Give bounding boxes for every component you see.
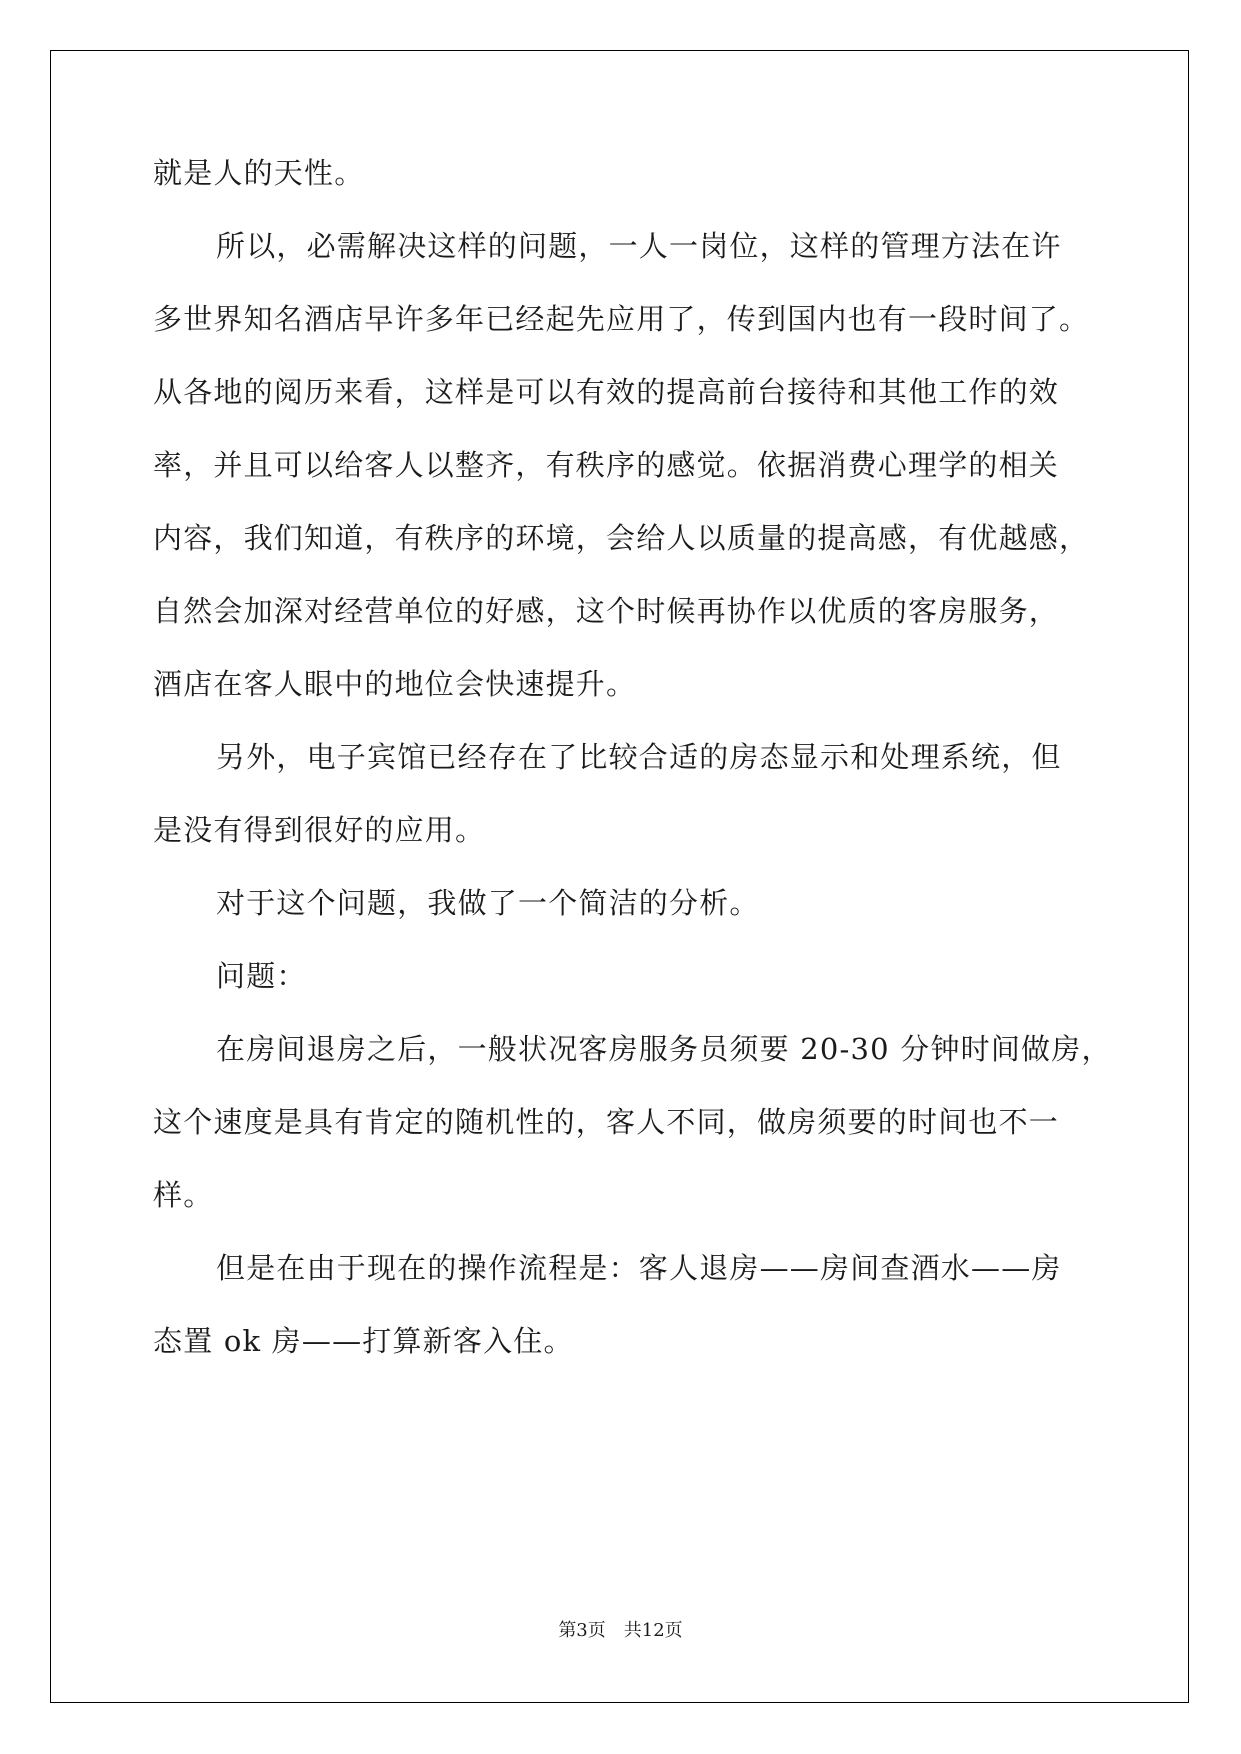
text-line: 但是在由于现在的操作流程是：客人退房——房间查酒水——房 [216, 1251, 1062, 1285]
text-line: 这个速度是具有肯定的随机性的，客人不同，做房须要的时间也不一 [153, 1105, 1060, 1139]
text-line: 酒店在客人眼中的地位会快速提升。 [153, 667, 637, 701]
text-line: 多世界知名酒店早许多年已经起先应用了，传到国内也有一段时间了。 [153, 302, 1090, 336]
text-line: 内容，我们知道，有秩序的环境，会给人以质量的提高感，有优越感， [153, 521, 1090, 555]
text-line: 问题： [216, 959, 307, 993]
text-line: 从各地的阅历来看，这样是可以有效的提高前台接待和其他工作的效 [153, 375, 1060, 409]
page-border [50, 50, 1189, 1703]
text-line: 就是人的天性。 [153, 156, 365, 190]
page-number: 第3页 [558, 1620, 606, 1641]
text-line: 在房间退房之后，一般状况客房服务员须要 20-30 分钟时间做房， [216, 1032, 1112, 1066]
page-total: 共12页 [623, 1620, 683, 1641]
text-line: 样。 [153, 1178, 214, 1212]
text-line: 态置 ok 房——打算新客入住。 [153, 1324, 574, 1358]
text-line: 是没有得到很好的应用。 [153, 813, 486, 847]
text-line: 率，并且可以给客人以整齐，有秩序的感觉。依据消费心理学的相关 [153, 448, 1060, 482]
text-line: 另外，电子宾馆已经存在了比较合适的房态显示和处理系统，但 [216, 740, 1062, 774]
page-footer [0, 1619, 1241, 1643]
text-line: 对于这个问题，我做了一个简洁的分析。 [216, 886, 760, 920]
text-line: 所以，必需解决这样的问题，一人一岗位，这样的管理方法在许 [216, 229, 1062, 263]
text-line: 自然会加深对经营单位的好感，这个时候再协作以优质的客房服务， [153, 594, 1060, 628]
